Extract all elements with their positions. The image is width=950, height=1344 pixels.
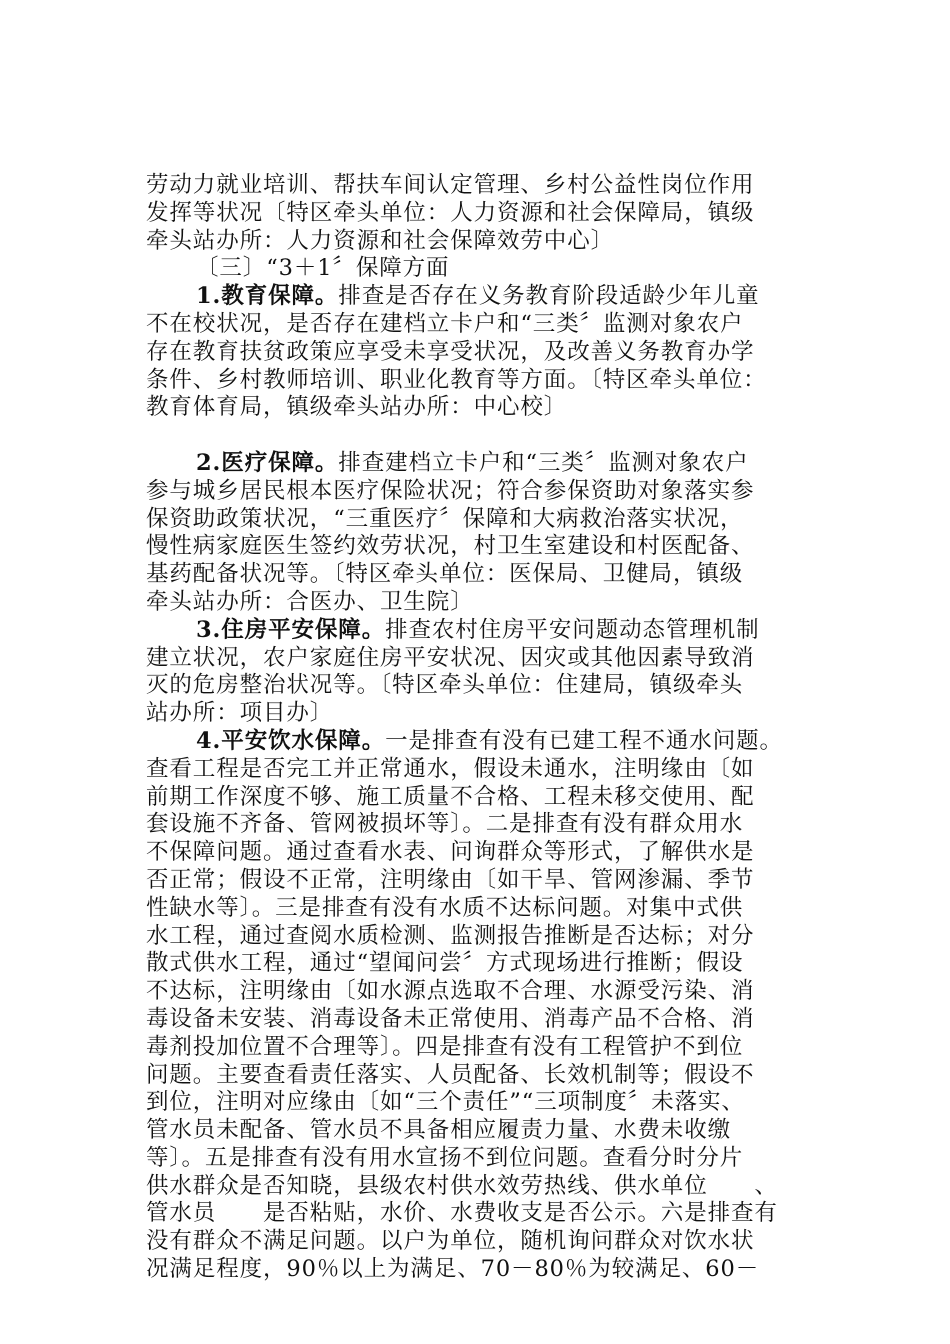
text-line: 前期工作深度不够、施工质量不合格、工程未移交使用、配 <box>146 783 755 810</box>
text-line: 基药配备状况等。〔特区牵头单位：医保局、卫健局，镇级 <box>146 561 744 588</box>
text-line: 问题。主要查看责任落实、人员配备、长效机制等；假设不 <box>146 1061 755 1088</box>
blank-line <box>146 422 806 450</box>
paragraph-medical <box>146 450 806 478</box>
text-line: 发挥等状况〔特区牵头单位：人力资源和社会保障局，镇级 <box>146 199 755 226</box>
text-span: 排查是否存在义务教育阶段适龄少年儿童 <box>338 283 760 310</box>
text-line: 否正常；假设不正常，注明缘由〔如干旱、管网渗漏、季节 <box>146 866 755 893</box>
text-line: 劳动力就业培训、帮扶车间认定管理、乡村公益性岗位作用 <box>146 172 755 198</box>
text-line: 况满足程度，90％以上为满足、70－80％为较满足、60－ <box>146 1256 760 1283</box>
text-line: 不保障问题。通过查看水表、问询群众等形式，了解供水是 <box>146 839 755 866</box>
text-span: 一是排查有没有已建工程不通水问题。 <box>385 727 783 754</box>
text-line: 散式供水工程，通过“望闻问尝〞方式现场进行推断；假设 <box>146 950 744 977</box>
item-heading-housing: 3.住房平安保障。 <box>196 616 386 643</box>
text-line: 性缺水等〕。三是排查有没有水质不达标问题。对集中式供 <box>146 894 744 921</box>
item-heading-medical: 2.医疗保障。 <box>196 449 339 476</box>
text-line: 管水员未配备、管水员不具备相应履责力量、水费未收缴 <box>146 1117 732 1144</box>
section-heading: 〔三〕“3＋1〞保障方面 <box>196 255 450 282</box>
text-line: 查看工程是否完工并正常通水，假设未通水，注明缘由〔如 <box>146 755 755 782</box>
text-line: 套设施不齐备、管网被损坏等〕。二是排查有没有群众用水 <box>146 811 744 838</box>
text-line: 供水群众是否知晓，县级农村供水效劳热线、供水单位 、 <box>146 1172 778 1199</box>
paragraph-housing <box>146 617 806 645</box>
text-line: 不达标，注明缘由〔如水源点选取不合理、水源受污染、消 <box>146 978 755 1005</box>
text-line: 参与城乡居民根本医疗保险状况；符合参保资助对象落实参 <box>146 477 755 504</box>
text-line: 站办所：项目办〕 <box>146 700 334 727</box>
paragraph-water <box>146 728 806 756</box>
text-line: 没有群众不满足问题。以户为单位，随机询问群众对饮水状 <box>146 1228 755 1255</box>
text-line: 管水员 是否粘贴，水价、水费收支是否公示。六是排查有 <box>146 1200 778 1227</box>
item-heading-water: 4.平安饮水保障。 <box>196 727 386 754</box>
text-line: 到位，注明对应缘由〔如“三个责任”“三项制度〞未落实、 <box>146 1089 745 1116</box>
text-line: 等〕。五是排查有没有用水宣扬不到位问题。查看分时分片 <box>146 1144 744 1171</box>
text-line: 水工程，通过查阅水质检测、监测报告推断是否达标；对分 <box>146 922 755 949</box>
text-line: 牵头站办所：人力资源和社会保障效劳中心〕 <box>146 227 615 254</box>
text-line: 不在校状况，是否存在建档立卡户和“三类〞监测对象农户 <box>146 310 744 337</box>
text-line: 牵头站办所：合医办、卫生院〕 <box>146 588 474 615</box>
text-span: 排查建档立卡户和“三类〞监测对象农户 <box>338 449 749 476</box>
text-line: 慢性病家庭医生签约效劳状况，村卫生室建设和村医配备、 <box>146 533 755 560</box>
text-line: 毒剂投加位置不合理等〕。四是排查有没有工程管护不到位 <box>146 1033 744 1060</box>
paragraph-education <box>146 283 806 311</box>
text-line: 条件、乡村教师培训、职业化教育等方面。〔特区牵头单位： <box>146 366 767 393</box>
text-line: 保资助政策状况，“三重医疗〞保障和大病救治落实状况， <box>146 505 744 532</box>
text-line: 建立状况，农户家庭住房平安状况、因灾或其他因素导致消 <box>146 644 755 671</box>
text-line: 存在教育扶贫政策应享受未享受状况，及改善义务教育办学 <box>146 338 755 365</box>
item-heading-education: 1.教育保障。 <box>196 283 339 310</box>
document-page <box>146 172 806 1284</box>
text-line: 灭的危房整治状况等。〔特区牵头单位：住建局，镇级牵头 <box>146 672 744 699</box>
text-line: 教育体育局，镇级牵头站办所：中心校〕 <box>146 394 568 421</box>
text-line: 毒设备未安装、消毒设备未正常使用、消毒产品不合格、消 <box>146 1005 755 1032</box>
text-span: 排查农村住房平安问题动态管理机制 <box>385 616 760 643</box>
